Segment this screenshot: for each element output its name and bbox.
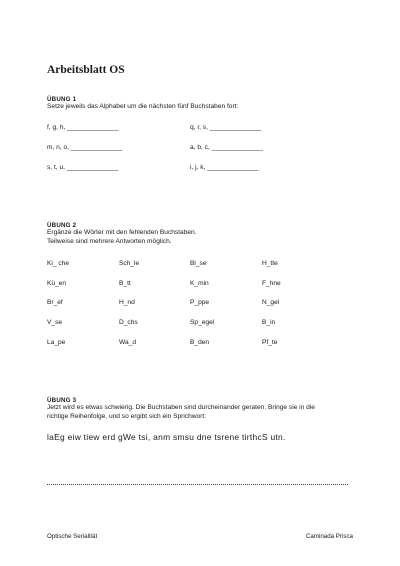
word-gap-item: Br_ef [47,299,63,306]
word-gap-item: Sp_egel [190,319,215,326]
answer-line [47,484,348,485]
exercise-1-instruction: Setze jeweils das Alphabet um die nächsten fünf Buchstaben fort: [47,103,239,110]
exercise-3-heading: ÜBUNG 3 [47,397,77,404]
word-gap-item: B_in [262,319,276,326]
alphabet-item: m, n, o, ______________ [47,144,123,151]
alphabet-item: i, j, k, ______________ [190,164,259,171]
word-gap-item: H_tte [262,260,278,267]
alphabet-item: q, r, s, ______________ [190,124,262,131]
word-gap-item: Wa_d [119,339,136,346]
exercise-2-instruction-line-1: Ergänze die Wörter mit den fehlenden Buchstaben. [47,229,197,236]
word-gap-item: N_gel [262,299,280,306]
alphabet-item: s, t, u, ______________ [47,164,119,171]
exercise-1-heading: ÜBUNG 1 [47,96,77,103]
word-gap-item: Kü_en [47,280,67,287]
word-gap-item: B_den [190,339,210,346]
exercise-3-instruction-line-1: Jetzt wird es etwas schwierig. Die Buchstaben sind durcheinander geraten. Bringe sie in die [47,404,315,411]
word-gap-item: Sch_le [119,260,140,267]
exercise-3-instruction-line-2: richtige Reihenfolge, und so ergibt sich ein Sprichwort: [47,413,207,420]
footer-left: Optische Serialität [47,533,98,540]
word-gap-item: H_nd [119,299,135,306]
word-gap-item: V_se [47,319,63,326]
word-gap-item: D_chs [119,319,138,326]
alphabet-item: f, g, h, ______________ [47,124,119,131]
word-gap-item: Ki_ che [47,260,69,267]
word-gap-item: F_hne [262,280,281,287]
word-gap-item: K_min [190,280,209,287]
footer-right: Caminada Prisca [305,533,353,540]
exercise-2-heading: ÜBUNG 2 [47,222,77,229]
word-gap-item: P_ppe [190,299,210,306]
exercise-2-instruction-line-2: Teilweise sind mehrere Antworten möglich. [47,238,172,245]
word-gap-item: B_tt [119,280,131,287]
alphabet-item: a, b, c, ______________ [190,144,263,151]
word-gap-item: Bl_se [190,260,207,267]
document-title: Arbeitsblatt OS [47,64,125,76]
word-gap-item: Pf_te [262,339,278,346]
word-gap-item: La_pe [47,339,66,346]
scrambled-proverb: laEg eiw tiew erd gWe tsi, anm smsu dne tsrene tirthcS utn. [47,432,286,442]
